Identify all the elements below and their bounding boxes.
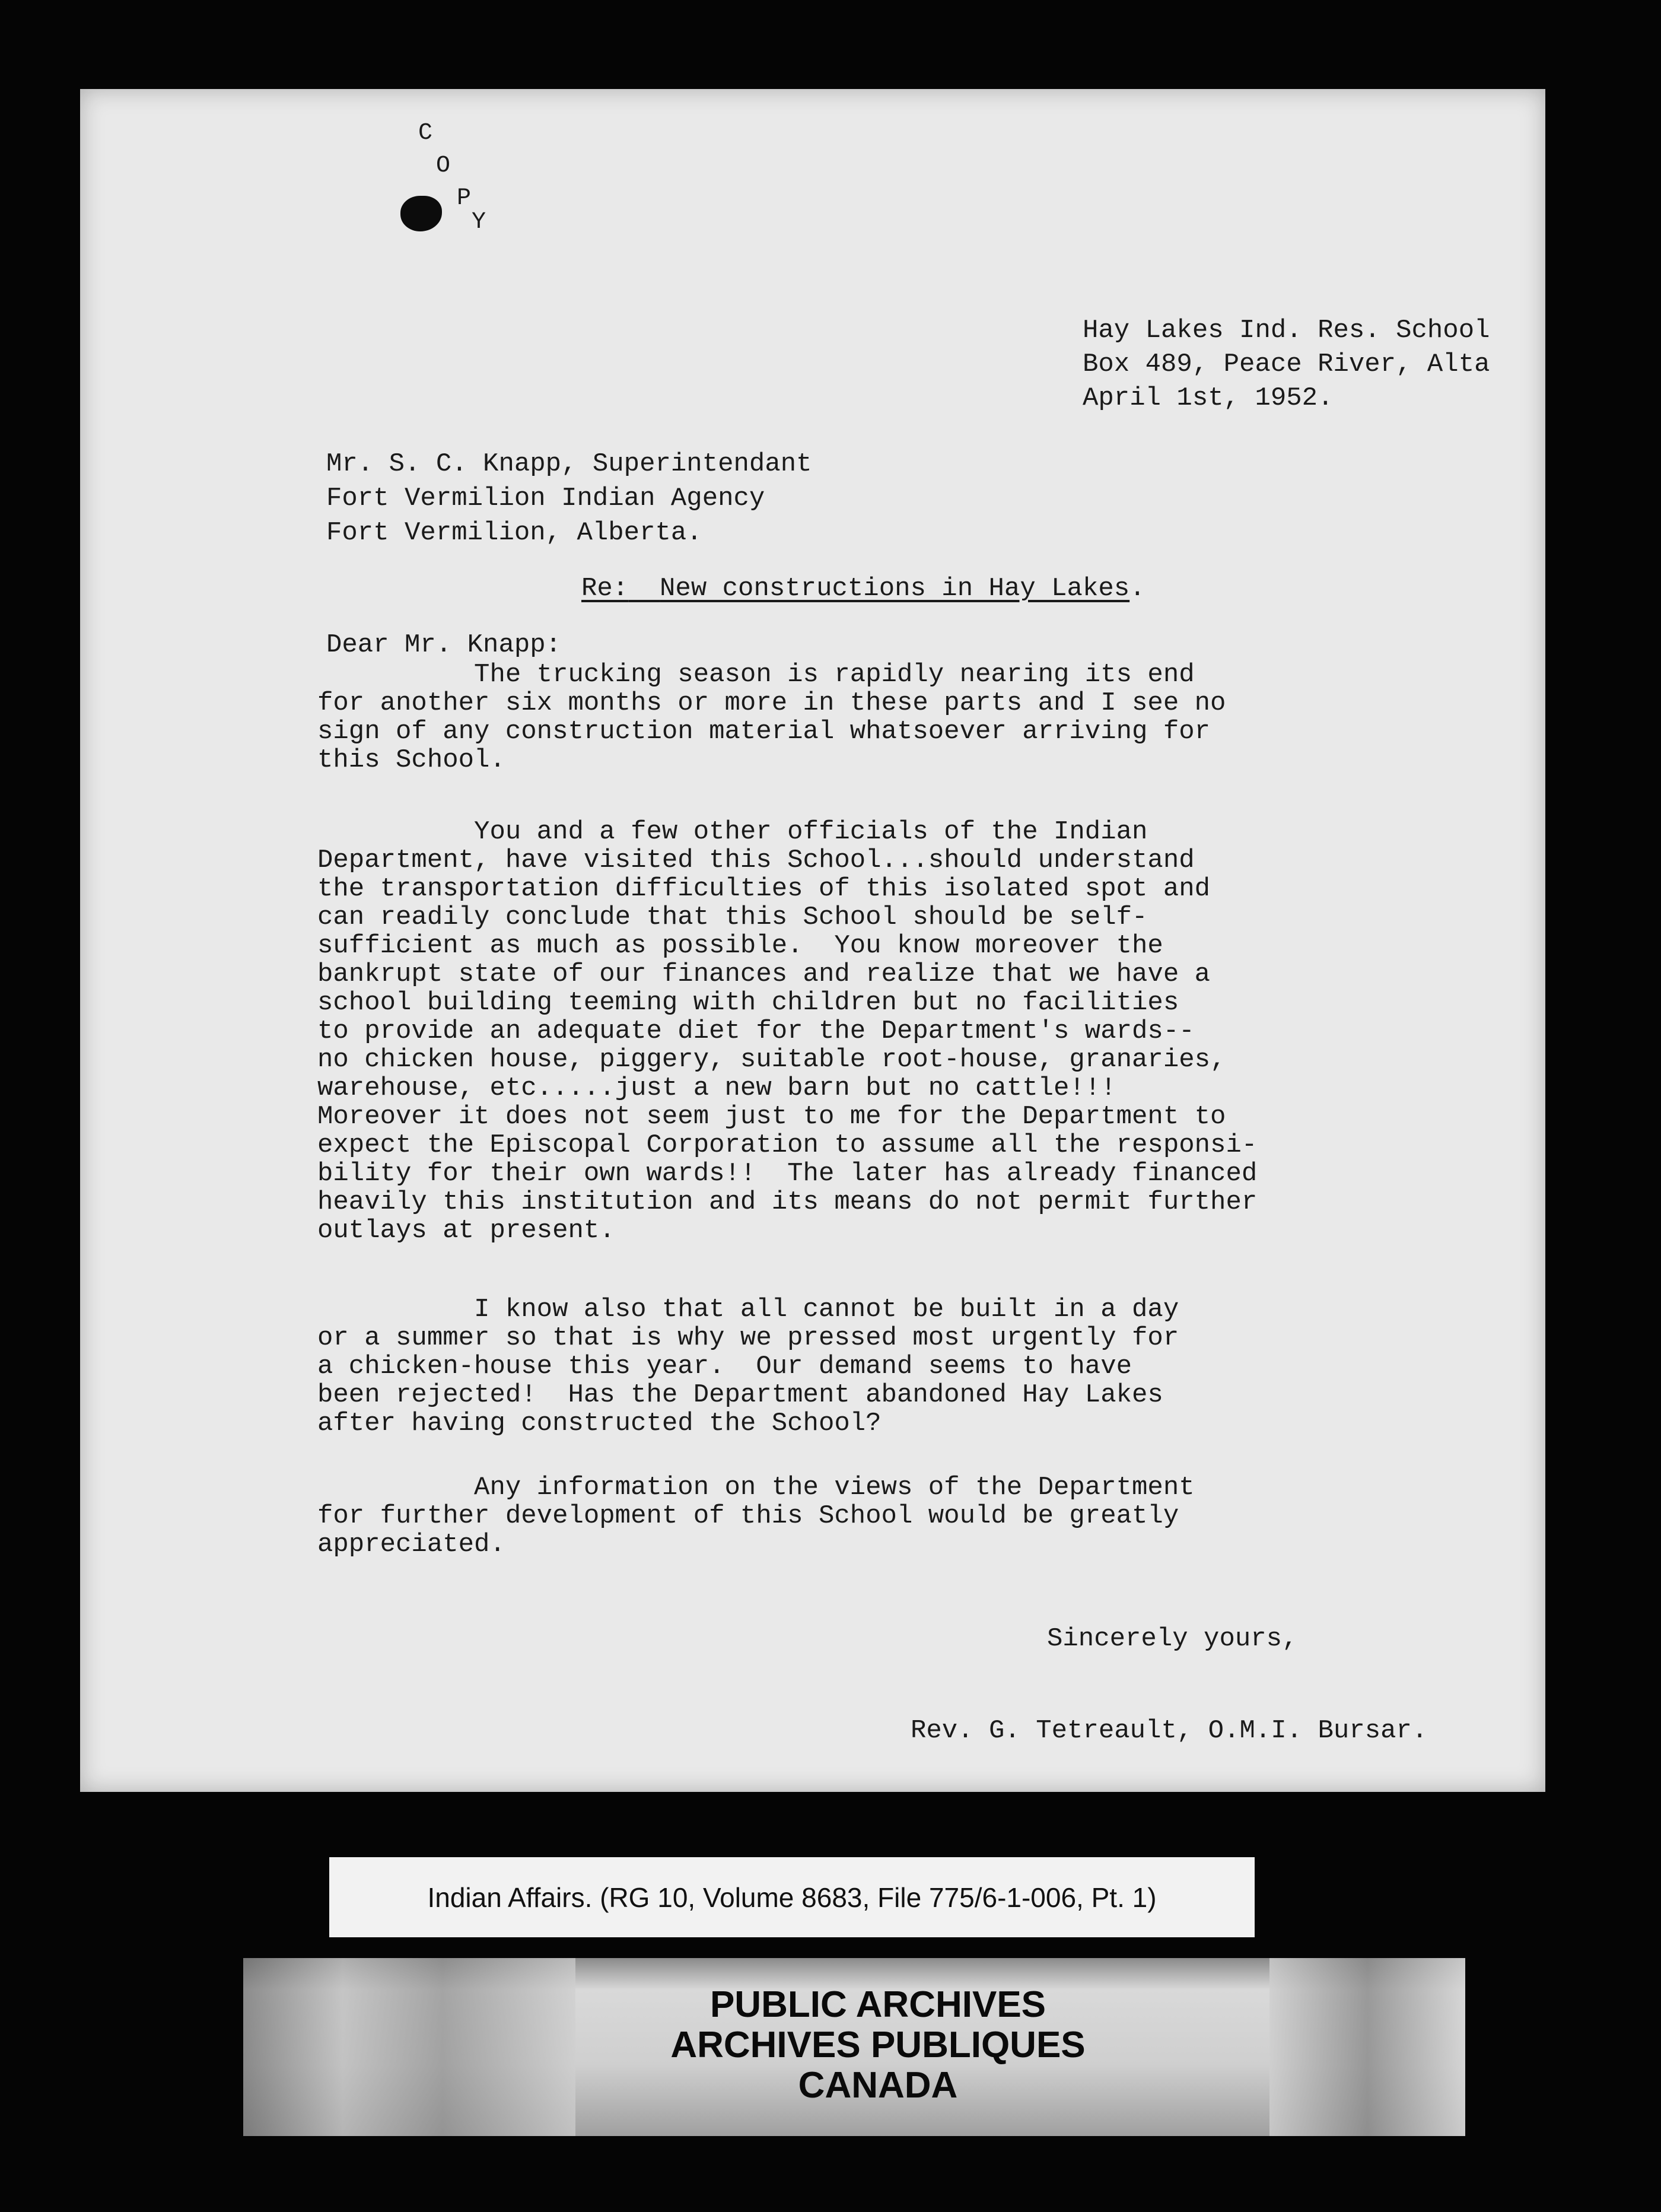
text-line: warehouse, etc.....just a new barn but no cattle!!! xyxy=(317,1073,1116,1103)
copy-stamp-letter: C xyxy=(418,120,433,147)
text-line: bility for their own wards!! The later has already financed xyxy=(317,1159,1258,1188)
text-line: You and a few other officials of the Indian xyxy=(317,817,1148,847)
text-line: the transportation difficulties of this isolated spot and xyxy=(317,874,1211,904)
letter-sheet xyxy=(80,89,1545,1792)
text-line: outlays at present. xyxy=(317,1216,615,1245)
recipient-line: Fort Vermilion, Alberta. xyxy=(326,518,702,548)
copy-stamp-letter: P xyxy=(457,185,472,212)
text-line: a chicken-house this year. Our demand seems to have xyxy=(317,1352,1132,1381)
paragraph-1 xyxy=(317,662,1516,776)
text-line: after having constructed the School? xyxy=(317,1409,882,1438)
strip-texture xyxy=(243,1958,575,2136)
text-line: The trucking season is rapidly nearing its end xyxy=(317,660,1195,689)
text-line: appreciated. xyxy=(317,1530,505,1559)
text-line: for another six months or more in these parts and I see no xyxy=(317,688,1226,718)
subject-period: . xyxy=(1129,574,1145,603)
copy-stamp-letter: O xyxy=(436,152,451,179)
archive-reference-text: Indian Affairs. (RG 10, Volume 8683, File 775/6-1-006, Pt. 1) xyxy=(427,1882,1157,1913)
text-line: can readily conclude that this School should be self- xyxy=(317,902,1148,932)
subject-text: New constructions in Hay Lakes xyxy=(660,574,1130,603)
archive-stamp-line: ARCHIVES PUBLIQUES xyxy=(670,2025,1086,2065)
text-line: expect the Episcopal Corporation to assume all the responsi- xyxy=(317,1130,1258,1160)
text-line: Any information on the views of the Department xyxy=(317,1473,1195,1502)
closing: Sincerely yours, xyxy=(1047,1624,1298,1654)
subject-label: Re: xyxy=(581,574,629,603)
text-line: sign of any construction material whatsoever arriving for xyxy=(317,717,1211,746)
archive-stamp-line: CANADA xyxy=(798,2065,958,2106)
letter-date: April 1st, 1952. xyxy=(1083,383,1334,413)
archive-stamp-line: PUBLIC ARCHIVES xyxy=(709,1984,1046,2025)
text-line: sufficient as much as possible. You know moreover the xyxy=(317,931,1163,961)
paragraph-4 xyxy=(317,1474,1516,1560)
text-line: Moreover it does not seem just to me for the Department to xyxy=(317,1102,1226,1132)
subject-line xyxy=(581,576,1145,602)
text-line: been rejected! Has the Department abandoned Hay Lakes xyxy=(317,1380,1163,1410)
archive-reference-label xyxy=(329,1857,1255,1937)
archive-stamp-strip xyxy=(243,1958,1465,2136)
copy-stamp-letter: Y xyxy=(472,209,486,236)
text-line: heavily this institution and its means do not permit further xyxy=(317,1187,1258,1217)
return-address xyxy=(1083,317,1545,419)
text-line: for further development of this School would be greatly xyxy=(317,1501,1179,1531)
paragraph-2 xyxy=(317,819,1516,1246)
text-line: Department, have visited this School...should understand xyxy=(317,846,1195,875)
ink-blot xyxy=(400,196,442,231)
paragraph-3 xyxy=(317,1296,1516,1439)
text-line: bankrupt state of our finances and realize that we have a xyxy=(317,959,1211,989)
signature-line: Rev. G. Tetreault, O.M.I. Bursar. xyxy=(911,1716,1428,1746)
text-line: this School. xyxy=(317,745,505,775)
salutation: Dear Mr. Knapp: xyxy=(326,630,562,660)
copy-stamp xyxy=(335,120,486,276)
return-address-line: Box 489, Peace River, Alta xyxy=(1083,349,1490,379)
text-line: school building teeming with children but no facilities xyxy=(317,988,1179,1018)
text-line: no chicken house, piggery, suitable root-house, granaries, xyxy=(317,1045,1226,1075)
recipient-address xyxy=(326,451,1038,554)
archive-stamp xyxy=(611,1985,1145,2106)
recipient-line: Mr. S. C. Knapp, Superintendant xyxy=(326,449,812,479)
strip-texture xyxy=(1269,1958,1465,2136)
return-address-line: Hay Lakes Ind. Res. School xyxy=(1083,316,1490,345)
text-line: I know also that all cannot be built in a day xyxy=(317,1295,1179,1324)
recipient-line: Fort Vermilion Indian Agency xyxy=(326,484,765,513)
text-line: or a summer so that is why we pressed most urgently for xyxy=(317,1323,1179,1353)
text-line: to provide an adequate diet for the Department's wards-- xyxy=(317,1016,1195,1046)
